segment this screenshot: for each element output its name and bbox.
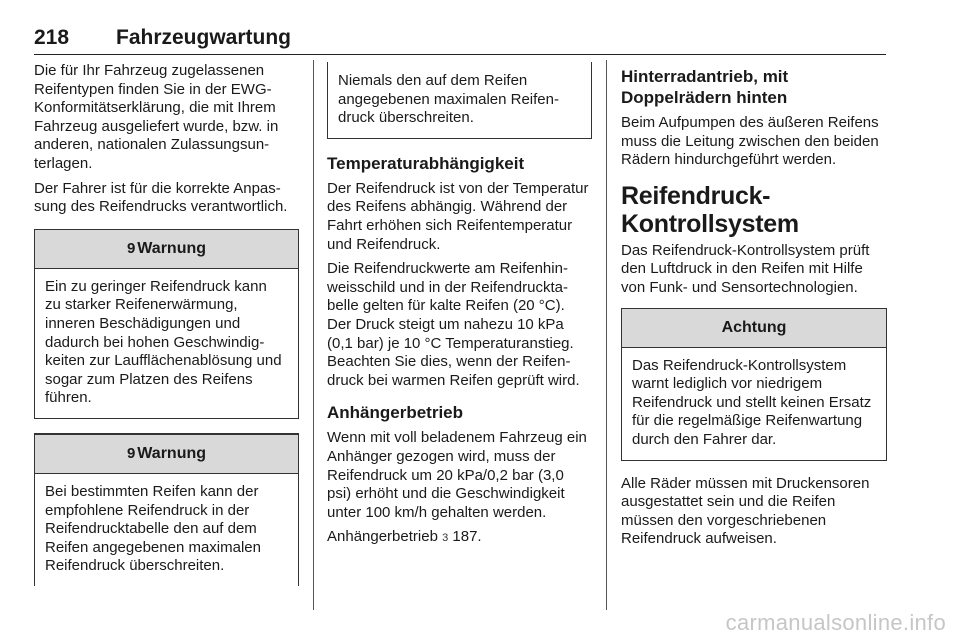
warning-text: Ein zu geringer Reifendruck kann zu starker Reifenerwärmung, inneren Beschädigungen und dadurch bei hohen Geschwindigkeiten zur Laufflächenablösung und sogar zum Platzen des Reifens führen. [45,277,282,407]
column-divider [313,60,314,610]
column-divider [606,60,607,610]
page-number: 218 [34,26,70,49]
reference-arrow-icon: 3 [442,532,449,545]
column-3 [621,66,887,555]
reference-page: 187. [452,528,482,546]
watermark: carmanualsonline.info [725,610,946,635]
section-heading: Temperaturabhängigkeit [327,153,525,173]
caution-text: Das Reifendruck-Kontrollsystem warnt lediglich vor niedrigem Reifendruck und stellt keinen Ersatz für die regelmäßige Reifenwartung durch den Fahrer dar. [632,356,872,448]
column-2 [327,62,592,554]
warning-box [34,229,299,419]
warning-title: Warnung [137,239,207,257]
warning-text: Bei bestimmten Reifen kann der empfohlene Reifendruck in der Reifendrucktabelle den auf dem Reifen angegebenen maximalen Reifendruck überschreiten. [45,482,261,575]
paragraph: Der Fahrer ist für die korrekte Anpassung des Reifendrucks verantwortlich. [34,179,288,216]
section-heading: Anhängerbetrieb [327,403,464,423]
cross-reference [327,528,592,548]
section-title: Reifendruck-Kontrollsystem [621,181,799,238]
paragraph: Wenn mit voll beladenem Fahrzeug ein Anhänger gezogen wird, muss der Reifendruck um 20 kPa/0,2 bar (3,0 psi) erhöht und die Geschwindigkeit unter 100 km/h gehalten werden. [327,429,587,521]
warning-header [35,434,298,474]
paragraph: Das Reifendruck-Kontrollsystem prüft den Luftdruck in den Reifen mit Hilfe von Funk- und Sensortechnologien. [621,241,870,296]
warning-box [34,433,299,586]
caution-box [621,308,887,461]
paragraph: Der Reifendruck ist von der Temperatur des Reifens abhängig. Während der Fahrt erhöhen sich Reifentemperatur und Reifendruck. [327,179,589,253]
section-heading: Hinterradantrieb, mit Doppelrädern hinten [621,67,789,107]
warning-icon: 9 [126,444,136,462]
warning-text: Niemals den auf dem Reifen angegebenen maximalen Reifendruck überschreiten. [338,72,559,127]
reference-label: Anhängerbetrieb [327,528,438,546]
column-1 [34,62,299,600]
paragraph: Beim Aufpumpen des äußeren Reifens muss die Leitung zwischen den beiden Rädern hindurchgeführt werden. [621,114,879,169]
paragraph: Alle Räder müssen mit Druckensoren ausgestattet sein und die Reifen müssen den vorgeschriebenen Reifendruck aufweisen. [621,474,870,548]
page-header [34,26,886,55]
warning-title: Warnung [137,444,207,462]
chapter-title: Fahrzeugwartung [116,26,292,49]
caution-header: Achtung [622,309,886,348]
warning-icon: 9 [126,239,136,257]
warning-header [35,230,298,269]
warning-box-continued [327,62,592,139]
paragraph: Die Reifendruckwerte am Reifenhinweisschild und in der Reifendrucktabelle gelten für kalte Reifen (20 °C). Der Druck steigt um nahezu 10 kPa (0,1 bar) je 10 °C Temperaturanstieg. Beachten Sie dies, wenn der Reifendruck bei warmen Reifen geprüft wird. [327,260,580,389]
paragraph: Die für Ihr Fahrzeug zugelassenen Reifentypen finden Sie in der EWG-Konformitätserklärung, die mit Ihrem Fahrzeug ausgeliefert wurde, bzw. in anderen, nationalen Zulassungsunterlagen. [34,62,279,172]
